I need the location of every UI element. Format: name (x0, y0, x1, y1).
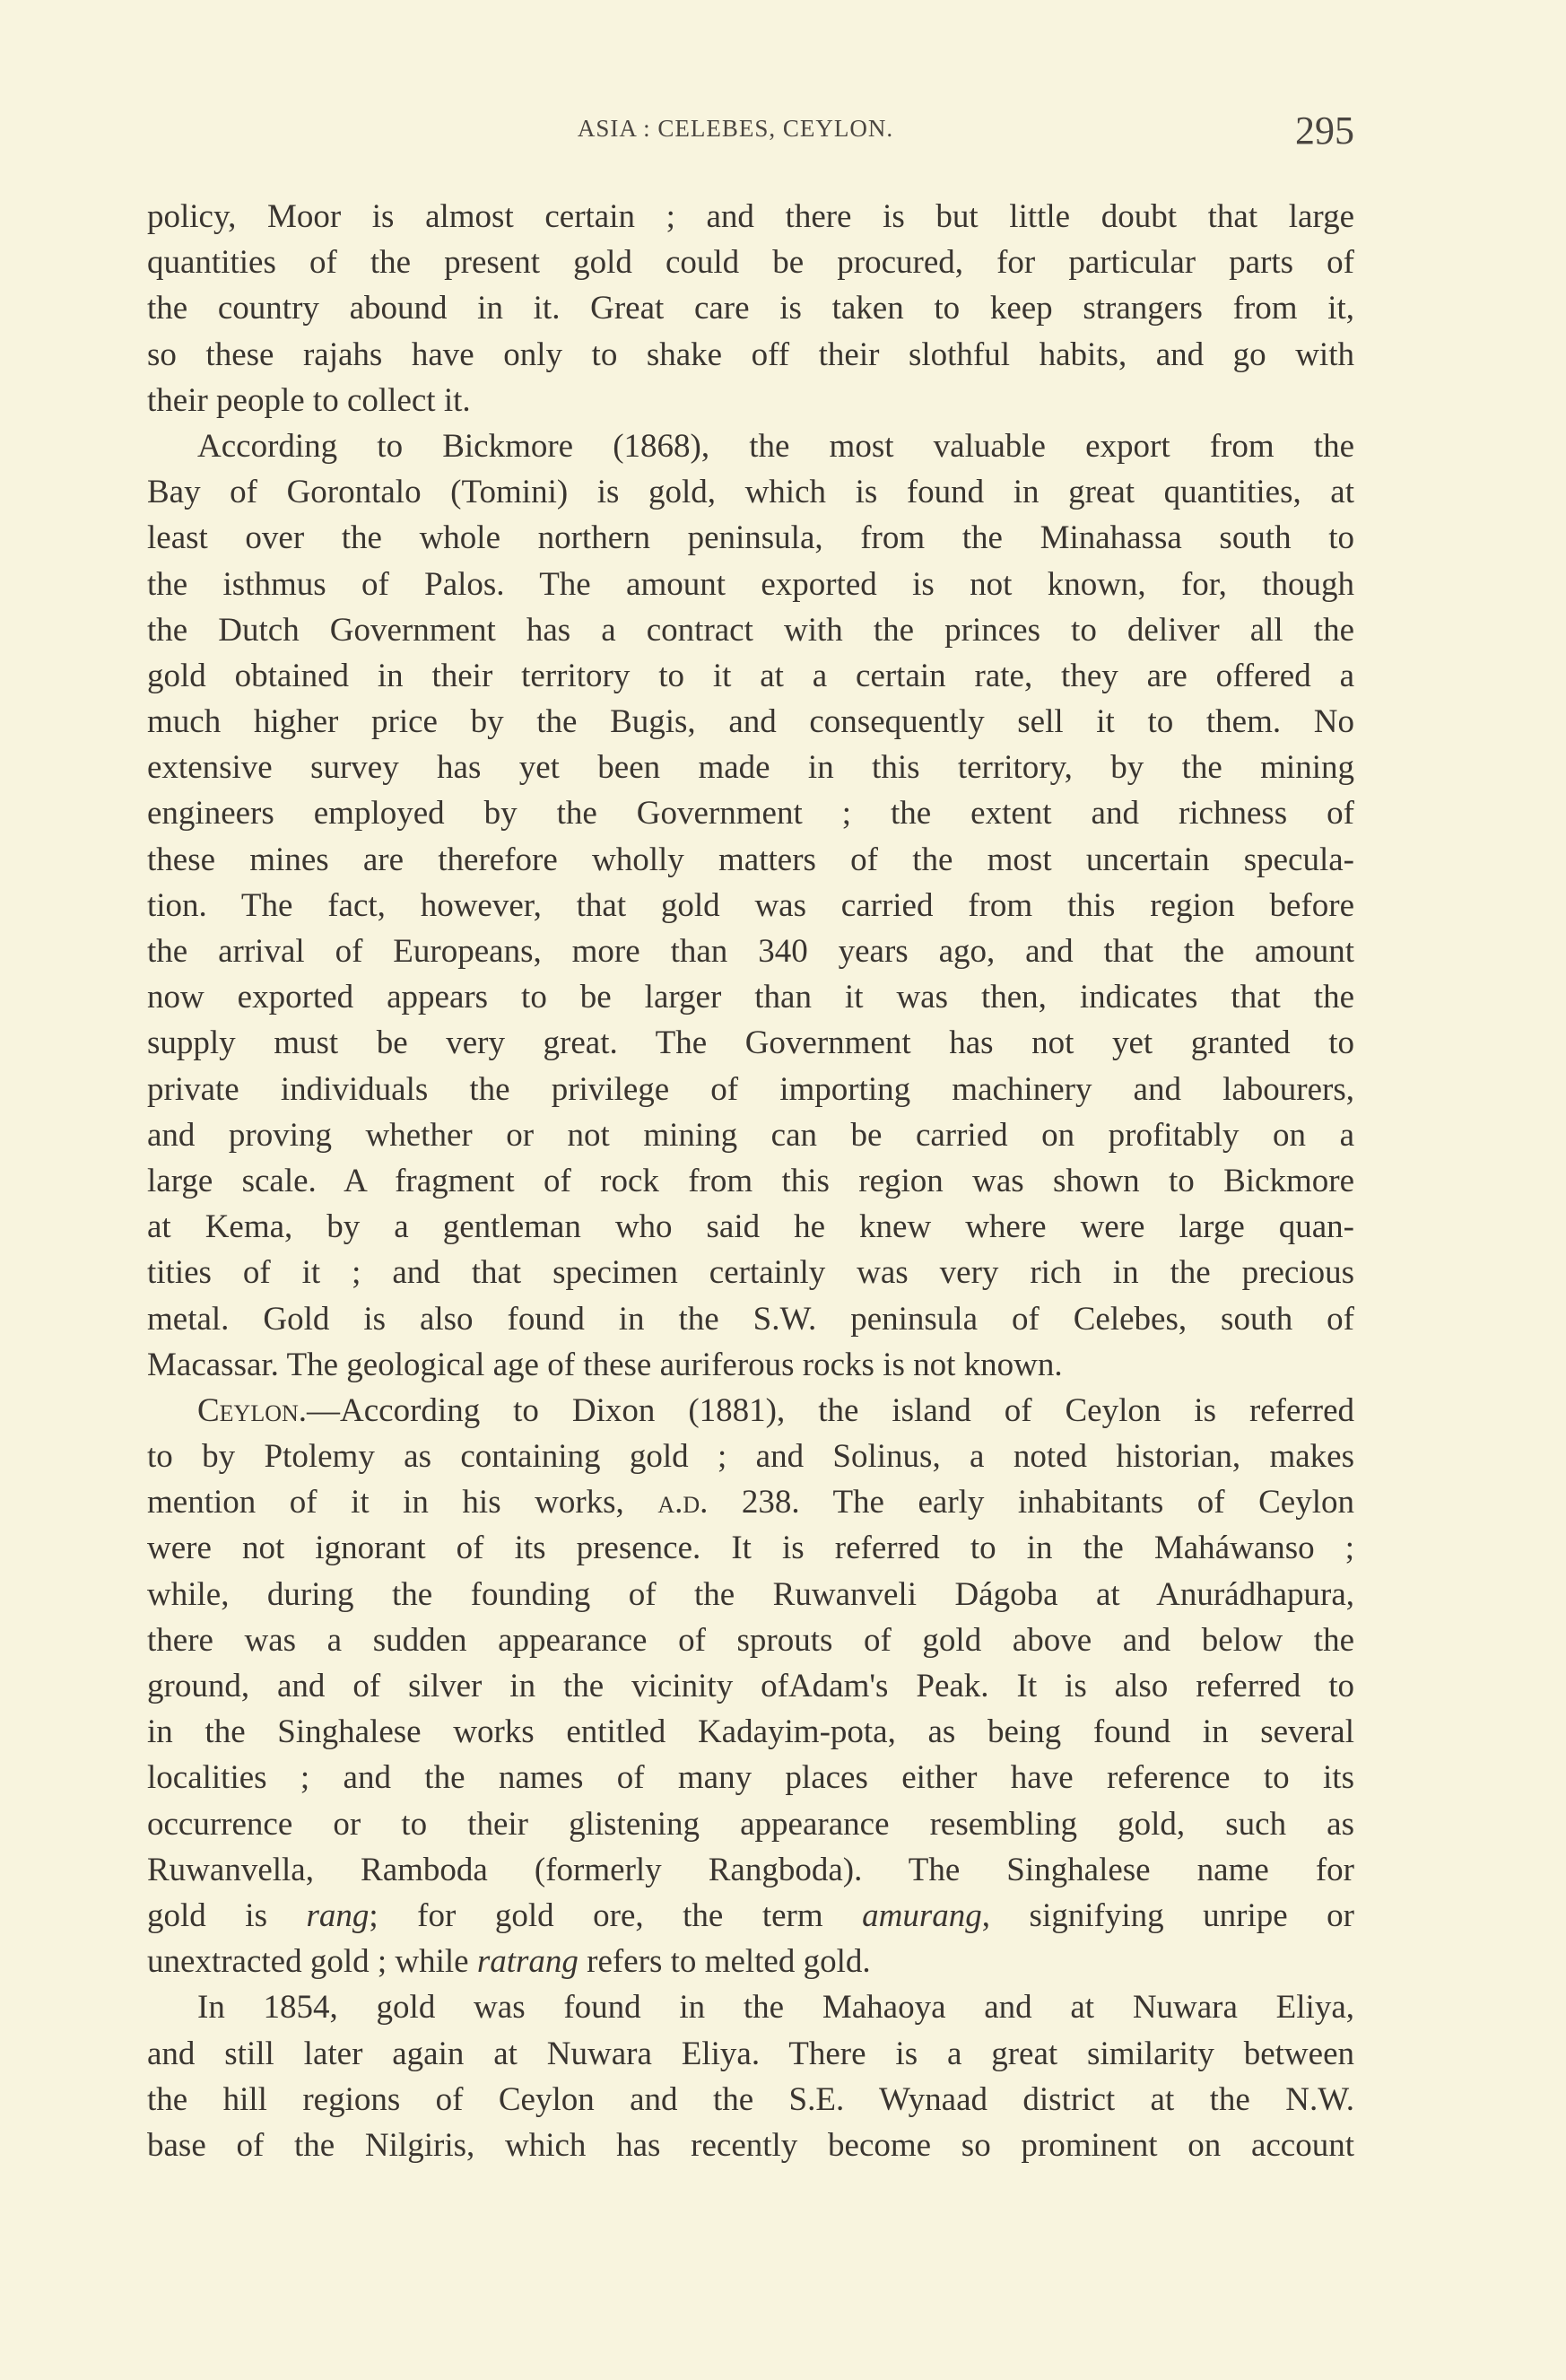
small-caps-text: Ceylon. (197, 1391, 308, 1429)
paragraph (147, 1984, 1354, 2168)
text-line: so these rajahs have only to shake off their slothful habits, and go with (147, 336, 1354, 373)
text-line: the isthmus of Palos. The amount exported is not known, for, though (147, 565, 1354, 603)
text-line: in the Singhalese works entitled Kadayim-pota, as being found in several (147, 1713, 1354, 1751)
text-line: Bay of Gorontalo (Tomini) is gold, which is found in great quantities, at (147, 474, 1354, 511)
text-line: policy, Moor is almost certain ; and there is but little doubt that large (147, 198, 1354, 235)
text-line: to by Ptolemy as containing gold ; and Solinus, a noted historian, makes (147, 1438, 1354, 1476)
paragraph (147, 423, 1354, 1388)
paragraph (147, 194, 1354, 423)
text-line: ground, and of silver in the vicinity ofAdam's Peak. It is also referred to (147, 1668, 1354, 1704)
italic-term: ratrang (476, 1943, 579, 1981)
text-line: private individuals the privilege of importing machinery and labourers, (147, 1070, 1354, 1108)
text-line: tities of it ; and that specimen certainly was very rich in the precious (147, 1254, 1354, 1292)
text-line: the arrival of Europeans, more than 340 years ago, and that the amount (147, 933, 1354, 970)
text-line (147, 1479, 1354, 1525)
page-number: 295 (1295, 109, 1354, 153)
text-line: tion. The fact, however, that gold was carried from this region before (147, 886, 1354, 924)
text-line: quantities of the present gold could be procured, for particular parts of (147, 244, 1354, 282)
text-line: Ruwanvella, Ramboda (formerly Rangboda). The Singhalese name for (147, 1851, 1354, 1888)
text-segment: , signifying unripe or (981, 1896, 1354, 1934)
text-line (147, 1939, 1354, 1984)
text-line: large scale. A fragment of rock from this region was shown to Bickmore (147, 1162, 1354, 1199)
text-segment: mention of it in his works, (147, 1484, 658, 1521)
text-line: were not ignorant of its presence. It is referred to in the Maháwanso ; (147, 1530, 1354, 1567)
body-text (147, 194, 1354, 2168)
text-segment: refers to melted gold. (578, 1943, 871, 1981)
text-line: gold obtained in their territory to it at a certain rate, they are offered a (147, 657, 1354, 694)
text-line: while, during the founding of the Ruwanveli Dágoba at Anurádhapura, (147, 1575, 1354, 1613)
text-line: occurrence or to their glistening appearance resembling gold, such as (147, 1805, 1354, 1843)
text-line: least over the whole northern peninsula, from the Minahassa south to (147, 519, 1354, 557)
running-title: ASIA : CELEBES, CEYLON. (577, 115, 894, 142)
text-line: localities ; and the names of many places either have reference to its (147, 1759, 1354, 1797)
text-segment: 238. The early inhabitants of Ceylon (708, 1484, 1354, 1521)
text-segment: unextracted gold ; while (147, 1943, 477, 1981)
text-line: these mines are therefore wholly matters of the most uncertain specula- (147, 841, 1354, 878)
text-line: extensive survey has yet been made in this territory, by the mining (147, 749, 1354, 787)
text-line: the country abound in it. Great care is taken to keep strangers from it, (147, 290, 1354, 327)
text-line: and still later again at Nuwara Eliya. There is a great similarity between (147, 2035, 1354, 2072)
text-line: at Kema, by a gentleman who said he knew where were large quan- (147, 1208, 1354, 1246)
text-line: supply must be very great. The Government has not yet granted to (147, 1024, 1354, 1062)
text-segment: gold is (147, 1896, 307, 1934)
text-line: base of the Nilgiris, which has recently become so prominent on account (147, 2126, 1354, 2164)
text-line (147, 1388, 1354, 1434)
text-line: metal. Gold is also found in the S.W. peninsula of Celebes, south of (147, 1300, 1354, 1338)
text-line: now exported appears to be larger than it was then, indicates that the (147, 979, 1354, 1016)
text-line: much higher price by the Bugis, and consequently sell it to them. No (147, 703, 1354, 741)
text-line: and proving whether or not mining can be carried on profitably on a (147, 1116, 1354, 1154)
text-line: their people to collect it. (147, 381, 471, 419)
text-line: In 1854, gold was found in the Mahaoya and at Nuwara Eliya, (197, 1989, 1354, 2027)
text-segment: ; for gold ore, the term (369, 1896, 863, 1934)
text-line: the hill regions of Ceylon and the S.E. Wynaad district at the N.W. (147, 2080, 1354, 2118)
italic-term: amurang (862, 1896, 982, 1934)
text-line: Macassar. The geological age of these auriferous rocks is not known. (147, 1346, 1063, 1383)
text-line: the Dutch Government has a contract with the princes to deliver all the (147, 611, 1354, 649)
italic-term: rang (306, 1896, 370, 1934)
text-segment: —According to Dixon (1881), the island of Ceylon is referred (307, 1391, 1354, 1429)
text-line: engineers employed by the Government ; the extent and richness of (147, 795, 1354, 833)
text-line: According to Bickmore (1868), the most valuable export from the (197, 427, 1354, 465)
small-caps-text: a.d. (657, 1484, 709, 1521)
text-line (147, 1893, 1354, 1939)
paragraph (147, 1388, 1354, 1984)
text-line: there was a sudden appearance of sprouts of gold above and below the (147, 1621, 1354, 1659)
